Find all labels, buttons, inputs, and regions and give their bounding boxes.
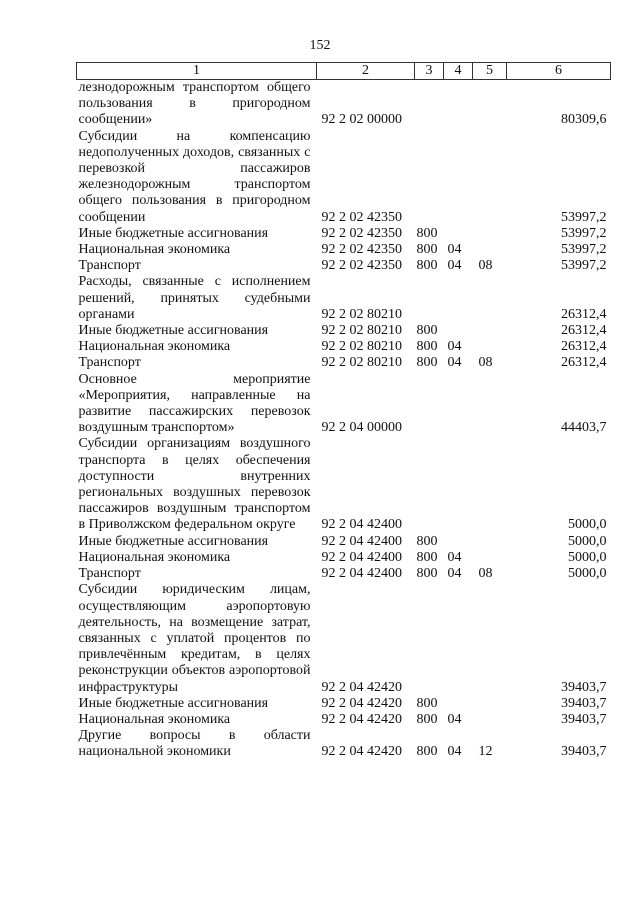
cell-vr bbox=[415, 274, 444, 323]
cell-rz: 04 bbox=[447, 549, 462, 565]
cell-amount: 53997,2 bbox=[561, 242, 607, 258]
cell-amount: 39403,7 bbox=[561, 695, 607, 711]
cell-name: Расходы, связанные с исполнением решений, принятых судебными органами bbox=[78, 274, 311, 322]
cell-code: 92 2 04 42400 bbox=[321, 533, 402, 549]
cell-code: 92 2 04 42400 bbox=[321, 566, 402, 582]
cell-amount: 26312,4 bbox=[561, 306, 607, 322]
table-row bbox=[77, 372, 611, 437]
cell-rz bbox=[444, 80, 473, 129]
cell-rz bbox=[444, 129, 473, 226]
cell-vr bbox=[415, 129, 444, 226]
table-row bbox=[77, 550, 611, 566]
cell-vr: 800 bbox=[416, 339, 438, 355]
cell-name: Другие вопросы в области национальной экономики bbox=[78, 728, 311, 760]
column-header: 6 bbox=[507, 63, 611, 80]
table-header-row bbox=[77, 63, 611, 80]
cell-name: Субсидии юридическим лицам, осуществляющим аэропортовую деятельность, на возмещение затрат, связанных с уплатой процентов по привлечённым кредитам, в целях реконструкции объектов аэропортовой инфраструктуры bbox=[78, 582, 311, 695]
cell-rz: 04 bbox=[447, 242, 462, 258]
cell-vr: 800 bbox=[416, 744, 438, 760]
cell-vr bbox=[415, 80, 444, 129]
cell-vr: 800 bbox=[416, 355, 438, 371]
cell-pr: 12 bbox=[478, 744, 493, 760]
cell-amount: 5000,0 bbox=[568, 566, 607, 582]
cell-code: 92 2 02 42350 bbox=[321, 258, 402, 274]
column-header: 5 bbox=[473, 63, 507, 80]
cell-vr: 800 bbox=[416, 242, 438, 258]
cell-name: Субсидии организациям воздушного транспорта в целях обеспечения доступности внутренних региональных воздушных перевозок пассажиров воздушным транспортом в Приволжском федеральном округе bbox=[78, 436, 311, 533]
table-row bbox=[77, 566, 611, 582]
cell-rz bbox=[444, 534, 473, 550]
cell-code: 92 2 02 42350 bbox=[321, 225, 402, 241]
cell-name: Основное мероприятие «Мероприятия, направленные на развитие пассажирских перевозок воздушным транспортом» bbox=[78, 371, 311, 436]
cell-amount: 26312,4 bbox=[561, 323, 607, 339]
page-number: 152 bbox=[309, 38, 331, 53]
cell-name: Национальная экономика bbox=[78, 711, 231, 727]
cell-code: 92 2 04 42400 bbox=[321, 517, 402, 533]
cell-name: Иные бюджетные ассигнования bbox=[78, 323, 269, 339]
cell-amount: 39403,7 bbox=[561, 744, 607, 760]
cell-rz bbox=[444, 226, 473, 242]
cell-code: 92 2 04 00000 bbox=[321, 420, 402, 436]
cell-name: Транспорт bbox=[78, 566, 141, 582]
cell-amount: 39403,7 bbox=[561, 711, 607, 727]
cell-code: 92 2 04 42400 bbox=[321, 549, 402, 565]
cell-pr bbox=[473, 242, 507, 258]
cell-code: 92 2 02 80210 bbox=[321, 306, 402, 322]
cell-pr: 08 bbox=[478, 566, 493, 582]
table-row bbox=[77, 712, 611, 728]
cell-vr: 800 bbox=[416, 695, 438, 711]
cell-name: Иные бюджетные ассигнования bbox=[78, 695, 269, 711]
budget-table bbox=[76, 62, 611, 761]
cell-name: Иные бюджетные ассигнования bbox=[78, 533, 269, 549]
cell-name: Транспорт bbox=[78, 355, 141, 371]
cell-code: 92 2 04 42420 bbox=[321, 711, 402, 727]
cell-rz bbox=[444, 436, 473, 533]
table-row bbox=[77, 226, 611, 242]
cell-rz: 04 bbox=[447, 744, 462, 760]
column-header: 3 bbox=[415, 63, 444, 80]
cell-amount: 5000,0 bbox=[568, 533, 607, 549]
table-row bbox=[77, 728, 611, 760]
cell-amount: 26312,4 bbox=[561, 339, 607, 355]
cell-pr bbox=[473, 274, 507, 323]
cell-rz: 04 bbox=[447, 355, 462, 371]
cell-code: 92 2 02 42350 bbox=[321, 209, 402, 225]
cell-pr: 08 bbox=[478, 258, 493, 274]
cell-name: Субсидии на компенсацию недополученных доходов, связанных с перевозкой пассажиров железнодорожным транспортом общего пользования в пригородном сообщении bbox=[78, 128, 311, 225]
table-row bbox=[77, 436, 611, 533]
cell-vr: 800 bbox=[416, 533, 438, 549]
table-body bbox=[77, 80, 611, 761]
cell-rz bbox=[444, 372, 473, 437]
cell-rz: 04 bbox=[447, 339, 462, 355]
cell-pr bbox=[473, 323, 507, 339]
cell-amount: 53997,2 bbox=[561, 209, 607, 225]
cell-amount: 44403,7 bbox=[561, 420, 607, 436]
cell-pr bbox=[473, 436, 507, 533]
cell-code: 92 2 04 42420 bbox=[321, 744, 402, 760]
cell-code: 92 2 02 80210 bbox=[321, 323, 402, 339]
cell-pr bbox=[473, 550, 507, 566]
cell-rz: 04 bbox=[447, 566, 462, 582]
cell-amount: 80309,6 bbox=[561, 112, 607, 128]
cell-code: 92 2 02 00000 bbox=[321, 112, 402, 128]
table-row bbox=[77, 274, 611, 323]
cell-pr bbox=[473, 582, 507, 695]
cell-amount: 5000,0 bbox=[568, 517, 607, 533]
cell-pr bbox=[473, 712, 507, 728]
cell-name: Национальная экономика bbox=[78, 242, 231, 258]
table-row bbox=[77, 582, 611, 695]
table-row bbox=[77, 355, 611, 371]
column-header: 2 bbox=[317, 63, 415, 80]
cell-rz bbox=[444, 696, 473, 712]
cell-vr: 800 bbox=[416, 323, 438, 339]
table-row bbox=[77, 323, 611, 339]
table-row bbox=[77, 129, 611, 226]
column-header: 4 bbox=[444, 63, 473, 80]
cell-code: 92 2 02 80210 bbox=[321, 339, 402, 355]
cell-amount: 53997,2 bbox=[561, 258, 607, 274]
cell-rz bbox=[444, 274, 473, 323]
table-row bbox=[77, 534, 611, 550]
table-row bbox=[77, 258, 611, 274]
cell-pr bbox=[473, 534, 507, 550]
cell-name: Национальная экономика bbox=[78, 339, 231, 355]
cell-vr: 800 bbox=[416, 225, 438, 241]
cell-name: Иные бюджетные ассигнования bbox=[78, 225, 269, 241]
cell-vr: 800 bbox=[416, 566, 438, 582]
cell-vr: 800 bbox=[416, 549, 438, 565]
cell-code: 92 2 04 42420 bbox=[321, 695, 402, 711]
cell-code: 92 2 04 42420 bbox=[321, 679, 402, 695]
cell-name: лезнодорожным транспортом общего пользования в пригородном сообщении» bbox=[78, 80, 311, 128]
cell-vr bbox=[415, 582, 444, 695]
column-header: 1 bbox=[77, 63, 317, 80]
cell-rz bbox=[444, 582, 473, 695]
cell-vr: 800 bbox=[416, 258, 438, 274]
cell-code: 92 2 02 42350 bbox=[321, 242, 402, 258]
cell-vr bbox=[415, 436, 444, 533]
cell-rz: 04 bbox=[447, 258, 462, 274]
cell-rz: 04 bbox=[447, 711, 462, 727]
cell-pr bbox=[473, 80, 507, 129]
cell-pr: 08 bbox=[478, 355, 493, 371]
table-row bbox=[77, 339, 611, 355]
cell-name: Транспорт bbox=[78, 258, 141, 274]
table-row bbox=[77, 696, 611, 712]
cell-rz bbox=[444, 323, 473, 339]
cell-amount: 5000,0 bbox=[568, 549, 607, 565]
cell-amount: 53997,2 bbox=[561, 225, 607, 241]
cell-pr bbox=[473, 226, 507, 242]
table-row bbox=[77, 242, 611, 258]
cell-code: 92 2 02 80210 bbox=[321, 355, 402, 371]
table-row bbox=[77, 80, 611, 129]
cell-amount: 39403,7 bbox=[561, 679, 607, 695]
cell-vr: 800 bbox=[416, 711, 438, 727]
cell-amount: 26312,4 bbox=[561, 355, 607, 371]
cell-vr bbox=[415, 372, 444, 437]
cell-name: Национальная экономика bbox=[78, 549, 231, 565]
cell-pr bbox=[473, 372, 507, 437]
cell-pr bbox=[473, 129, 507, 226]
cell-pr bbox=[473, 339, 507, 355]
cell-pr bbox=[473, 696, 507, 712]
